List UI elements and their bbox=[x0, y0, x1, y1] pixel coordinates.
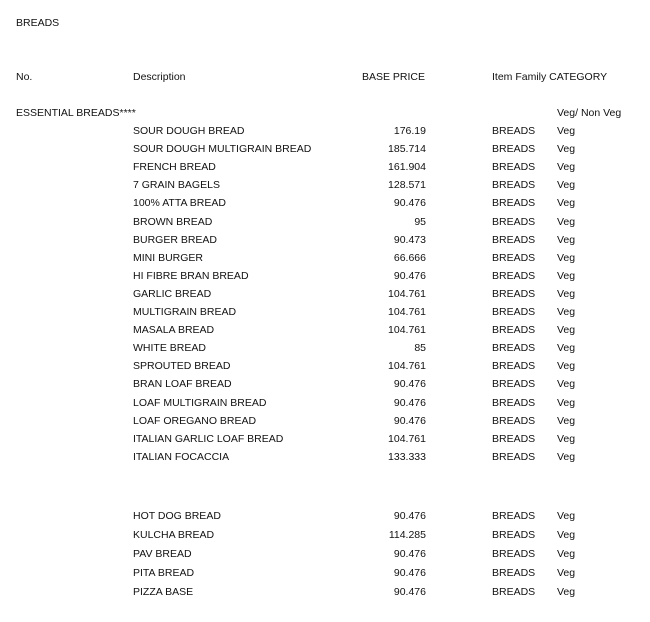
item-category: Veg bbox=[557, 547, 576, 560]
item-family: BREADS bbox=[492, 547, 536, 560]
item-description: LOAF OREGANO BREAD bbox=[133, 414, 257, 427]
item-price: 90.476 bbox=[393, 585, 426, 598]
item-family: BREADS bbox=[492, 215, 536, 228]
item-description: KULCHA BREAD bbox=[133, 528, 215, 541]
item-family: BREADS bbox=[492, 450, 536, 463]
item-price: 104.761 bbox=[388, 360, 426, 373]
table-row bbox=[0, 125, 650, 143]
section-title: ESSENTIAL BREADS**** bbox=[16, 107, 136, 119]
item-price: 90.476 bbox=[393, 396, 426, 409]
item-description: 7 GRAIN BAGELS bbox=[133, 179, 220, 192]
item-description: GARLIC BREAD bbox=[133, 287, 212, 300]
item-description: MASALA BREAD bbox=[133, 324, 215, 337]
table-row bbox=[0, 324, 650, 342]
item-category: Veg bbox=[557, 197, 576, 210]
item-family: BREADS bbox=[492, 287, 536, 300]
item-category: Veg bbox=[557, 414, 576, 427]
item-category: Veg bbox=[557, 161, 576, 174]
item-family: BREADS bbox=[492, 269, 536, 282]
item-description: FRENCH BREAD bbox=[133, 161, 216, 174]
table-row bbox=[0, 342, 650, 360]
item-family: BREADS bbox=[492, 378, 536, 391]
item-price: 90.476 bbox=[393, 414, 426, 427]
item-category: Veg bbox=[557, 306, 576, 318]
header-description: Description bbox=[133, 71, 186, 83]
table-row bbox=[0, 216, 650, 234]
table-row bbox=[0, 252, 650, 270]
item-family: BREADS bbox=[492, 528, 536, 541]
item-description: SOUR DOUGH MULTIGRAIN BREAD bbox=[133, 143, 312, 156]
item-price: 176.19 bbox=[393, 125, 426, 137]
item-category: Veg bbox=[557, 528, 576, 541]
item-family: BREADS bbox=[492, 179, 536, 192]
item-category: Veg bbox=[557, 251, 576, 264]
table-row bbox=[0, 360, 650, 378]
item-family: BREADS bbox=[492, 342, 536, 355]
item-category: Veg bbox=[557, 143, 576, 156]
item-category: Veg bbox=[557, 396, 576, 409]
item-family: BREADS bbox=[492, 566, 536, 579]
item-description: MULTIGRAIN BREAD bbox=[133, 306, 237, 318]
item-price: 90.476 bbox=[393, 197, 426, 210]
table-row bbox=[0, 567, 650, 585]
page-title: BREADS bbox=[16, 17, 60, 29]
table-row bbox=[0, 288, 650, 306]
header-base-price: BASE PRICE bbox=[362, 71, 426, 83]
item-category: Veg bbox=[557, 125, 576, 137]
item-price: 104.761 bbox=[388, 306, 426, 318]
table-row bbox=[0, 161, 650, 179]
item-description: MINI BURGER bbox=[133, 251, 204, 264]
table-row bbox=[0, 529, 650, 547]
item-category: Veg bbox=[557, 378, 576, 391]
item-price: 133.333 bbox=[388, 450, 426, 463]
item-description: HI FIBRE BRAN BREAD bbox=[133, 269, 249, 282]
table-row bbox=[0, 548, 650, 566]
item-price: 90.473 bbox=[393, 233, 426, 246]
table-row bbox=[0, 143, 650, 161]
item-description: ITALIAN FOCACCIA bbox=[133, 450, 230, 463]
header-item-family-category: Item Family CATEGORY bbox=[492, 71, 608, 83]
table-row bbox=[0, 451, 650, 469]
item-price: 104.761 bbox=[388, 324, 426, 337]
item-price: 128.571 bbox=[388, 179, 426, 192]
item-description: WHITE BREAD bbox=[133, 342, 206, 355]
item-family: BREADS bbox=[492, 432, 536, 445]
table-row bbox=[0, 197, 650, 215]
item-price: 95 bbox=[414, 215, 426, 228]
table-row bbox=[0, 415, 650, 433]
item-family: BREADS bbox=[492, 233, 536, 246]
item-category: Veg bbox=[557, 510, 576, 522]
item-family: BREADS bbox=[492, 510, 536, 522]
table-row bbox=[0, 378, 650, 396]
item-description: LOAF MULTIGRAIN BREAD bbox=[133, 396, 267, 409]
table-row bbox=[0, 433, 650, 451]
item-price: 90.476 bbox=[393, 566, 426, 579]
item-description: PIZZA BASE bbox=[133, 585, 194, 598]
table-row bbox=[0, 306, 650, 324]
item-description: HOT DOG BREAD bbox=[133, 510, 221, 522]
item-price: 85 bbox=[414, 342, 426, 355]
item-description: BROWN BREAD bbox=[133, 215, 213, 228]
item-family: BREADS bbox=[492, 161, 536, 174]
table-row bbox=[0, 510, 650, 528]
table-row bbox=[0, 397, 650, 415]
item-category: Veg bbox=[557, 450, 576, 463]
table-row bbox=[0, 586, 650, 604]
header-no: No. bbox=[16, 71, 33, 83]
item-category: Veg bbox=[557, 360, 576, 373]
item-family: BREADS bbox=[492, 251, 536, 264]
item-price: 90.476 bbox=[393, 510, 426, 522]
item-description: 100% ATTA BREAD bbox=[133, 197, 226, 210]
item-description: PITA BREAD bbox=[133, 566, 195, 579]
item-price: 185.714 bbox=[388, 143, 426, 156]
table-row bbox=[0, 234, 650, 252]
item-family: BREADS bbox=[492, 324, 536, 337]
item-description: ITALIAN GARLIC LOAF BREAD bbox=[133, 432, 284, 445]
item-category: Veg bbox=[557, 585, 576, 598]
item-family: BREADS bbox=[492, 360, 536, 373]
item-family: BREADS bbox=[492, 125, 536, 137]
item-price: 90.476 bbox=[393, 547, 426, 560]
item-description: BURGER BREAD bbox=[133, 233, 218, 246]
item-family: BREADS bbox=[492, 585, 536, 598]
item-price: 114.285 bbox=[388, 528, 426, 541]
item-category: Veg bbox=[557, 179, 576, 192]
item-description: PAV BREAD bbox=[133, 547, 192, 560]
item-price: 66.666 bbox=[393, 251, 426, 264]
item-price: 90.476 bbox=[393, 378, 426, 391]
item-category: Veg bbox=[557, 269, 576, 282]
item-description: SPROUTED BREAD bbox=[133, 360, 231, 373]
item-family: BREADS bbox=[492, 197, 536, 210]
item-family: BREADS bbox=[492, 306, 536, 318]
table-row bbox=[0, 270, 650, 288]
item-price: 161.904 bbox=[388, 161, 426, 174]
item-category: Veg bbox=[557, 342, 576, 355]
table-row bbox=[0, 179, 650, 197]
item-price: 90.476 bbox=[393, 269, 426, 282]
item-category: Veg bbox=[557, 215, 576, 228]
item-family: BREADS bbox=[492, 143, 536, 156]
item-category: Veg bbox=[557, 324, 576, 337]
item-family: BREADS bbox=[492, 414, 536, 427]
item-category: Veg bbox=[557, 233, 576, 246]
item-category: Veg bbox=[557, 432, 576, 445]
item-category: Veg bbox=[557, 566, 576, 579]
category-header: Veg/ Non Veg bbox=[557, 107, 622, 119]
item-category: Veg bbox=[557, 287, 576, 300]
item-description: SOUR DOUGH BREAD bbox=[133, 125, 245, 137]
item-price: 104.761 bbox=[388, 287, 426, 300]
item-price: 104.761 bbox=[388, 432, 426, 445]
item-description: BRAN LOAF BREAD bbox=[133, 378, 232, 391]
item-family: BREADS bbox=[492, 396, 536, 409]
